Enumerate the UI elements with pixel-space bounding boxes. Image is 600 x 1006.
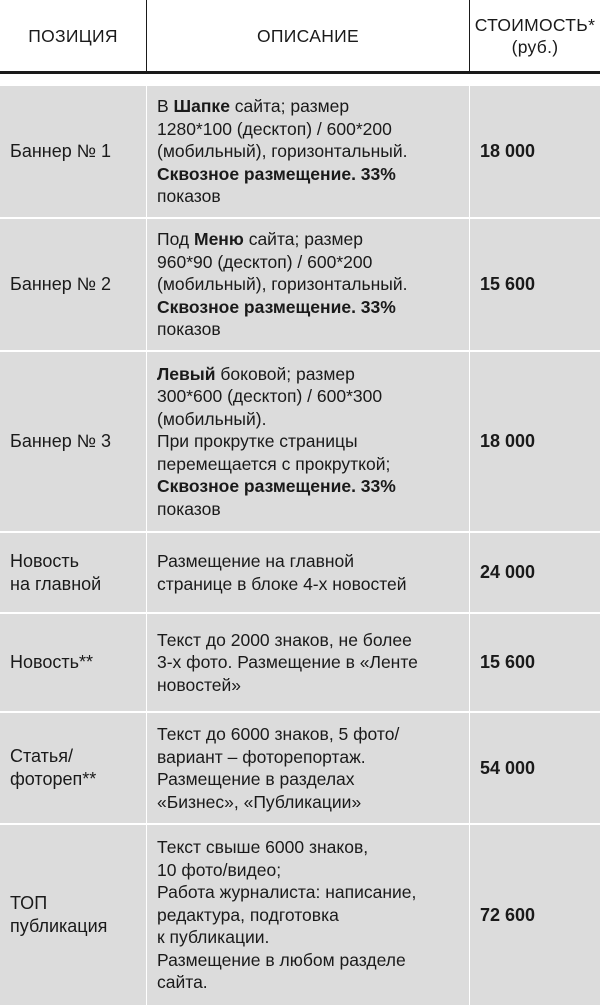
description-text: 300*600 (десктоп) / 600*300 [157,386,383,407]
description-line [157,273,408,296]
price-value: 15 600 [480,274,536,294]
price-value: 15 600 [480,652,536,672]
description-line [157,95,408,118]
description-cell [146,533,470,612]
description-line [157,768,399,791]
table-row [0,533,600,613]
description-line [157,674,418,697]
description-line [157,836,416,859]
description-text: сайта; размер [243,229,364,250]
header-description-label: ОПИСАНИЕ [257,25,359,46]
price-cell [470,825,600,1005]
description-bold-text: Шапке [173,96,230,117]
position-text: Баннер № 3 [10,431,112,451]
description-text: 1280*100 (десктоп) / 600*200 [157,118,392,139]
price-cell [470,533,600,612]
position-text: Баннер № 1 [10,141,112,161]
description-bold-text: Левый [157,363,216,384]
description-text: Текст до 2000 знаков, не более [157,629,412,650]
position-text: фотореп** [10,769,97,789]
description-line [157,408,396,431]
description-line [157,251,408,274]
description-text: сайта; размер [229,96,350,117]
description-line [157,746,399,769]
description-cell [146,825,470,1005]
description-line [157,971,416,994]
description-text: Текст свыше 6000 знаков, [157,837,369,858]
description-text: (мобильный), горизонтальный. [157,274,408,295]
price-cell [470,614,600,711]
description-line [157,296,408,319]
price-cell [470,86,600,217]
table-row [0,352,600,532]
position-text: ТОП [10,893,48,913]
position-text: Новость** [10,652,94,672]
description-line [157,185,408,208]
description-line [157,118,408,141]
description-line [157,385,396,408]
description-line [157,859,416,882]
price-value: 72 600 [480,904,536,925]
description-cell [146,352,470,531]
description-text: При прокрутке страницы [157,431,358,452]
description-line [157,318,408,341]
description-cell [146,219,470,350]
header-position-label: ПОЗИЦИЯ [28,25,118,46]
price-value: 54 000 [480,757,536,778]
description-cell [146,713,470,823]
description-text: 10 фото/видео; [157,859,282,880]
header-price [470,0,600,71]
description-text: Размещение в любом разделе [157,949,406,970]
description-line [157,498,396,521]
position-text: публикация [10,916,108,936]
description-line [157,453,396,476]
description-text: Под [157,229,194,250]
position-cell [0,352,146,531]
position-cell [0,533,146,612]
table-row [0,713,600,824]
position-cell [0,713,146,823]
description-text: странице в блоке 4-х новостей [157,573,407,594]
table-row [0,86,600,218]
description-cell [146,614,470,711]
description-text: вариант – фоторепортаж. [157,746,366,767]
table-row [0,825,600,1006]
table-row [0,219,600,351]
description-text: редактура, подготовка [157,904,339,925]
position-cell [0,219,146,350]
position-cell [0,86,146,217]
description-text: Работа журналиста: написание, [157,882,417,903]
position-cell [0,825,146,1005]
price-value: 24 000 [480,562,536,582]
header-description [146,0,470,71]
header-price-unit: (руб.) [511,36,559,57]
header-price-label: СТОИМОСТЬ* [474,14,596,35]
position-text: на главной [10,573,102,594]
description-text: сайта. [157,972,208,993]
position-text: Новость [10,550,80,571]
description-bold-text: Сквозное размещение. 33% [157,476,396,497]
position-cell [0,614,146,711]
description-bold-text: Сквозное размещение. 33% [157,296,396,317]
description-line [157,904,416,927]
description-text: к публикации. [157,927,270,948]
description-line [157,550,407,573]
description-line [157,363,396,386]
description-line [157,881,416,904]
description-line [157,629,418,652]
description-text: перемещается с прокруткой; [157,453,391,474]
table-row [0,614,600,712]
description-text: Размещение в разделах [157,769,355,789]
description-line [157,949,416,972]
description-text: показов [157,186,221,207]
description-cell [146,86,470,217]
description-line [157,791,399,814]
price-cell [470,219,600,350]
description-line [157,430,396,453]
header-position [0,0,146,71]
price-value: 18 000 [480,431,536,451]
description-line [157,228,408,251]
description-text: новостей» [157,674,242,695]
description-bold-text: Меню [194,229,244,250]
description-text: Размещение на главной [157,551,355,571]
description-line [157,140,408,163]
description-text: «Бизнес», «Публикации» [157,791,362,812]
description-text: 960*90 (десктоп) / 600*200 [157,251,373,272]
description-text: показов [157,498,221,519]
position-text: Баннер № 2 [10,274,112,294]
description-text: (мобильный). [157,408,267,429]
description-line [157,573,407,596]
description-text: Текст до 6000 знаков, 5 фото/ [157,724,400,744]
description-line [157,163,408,186]
description-line [157,651,418,674]
description-line [157,475,396,498]
position-text: Статья/ [10,746,74,766]
table-header-row [0,0,600,74]
description-text: боковой; размер [215,363,355,384]
description-text: (мобильный), горизонтальный. [157,141,408,162]
price-value: 18 000 [480,141,536,161]
price-cell [470,352,600,531]
description-text: 3-х фото. Размещение в «Ленте [157,652,418,673]
description-line [157,926,416,949]
description-bold-text: Сквозное размещение. 33% [157,163,396,184]
description-text: В [157,96,174,117]
description-line [157,723,399,746]
price-cell [470,713,600,823]
description-text: показов [157,319,221,340]
